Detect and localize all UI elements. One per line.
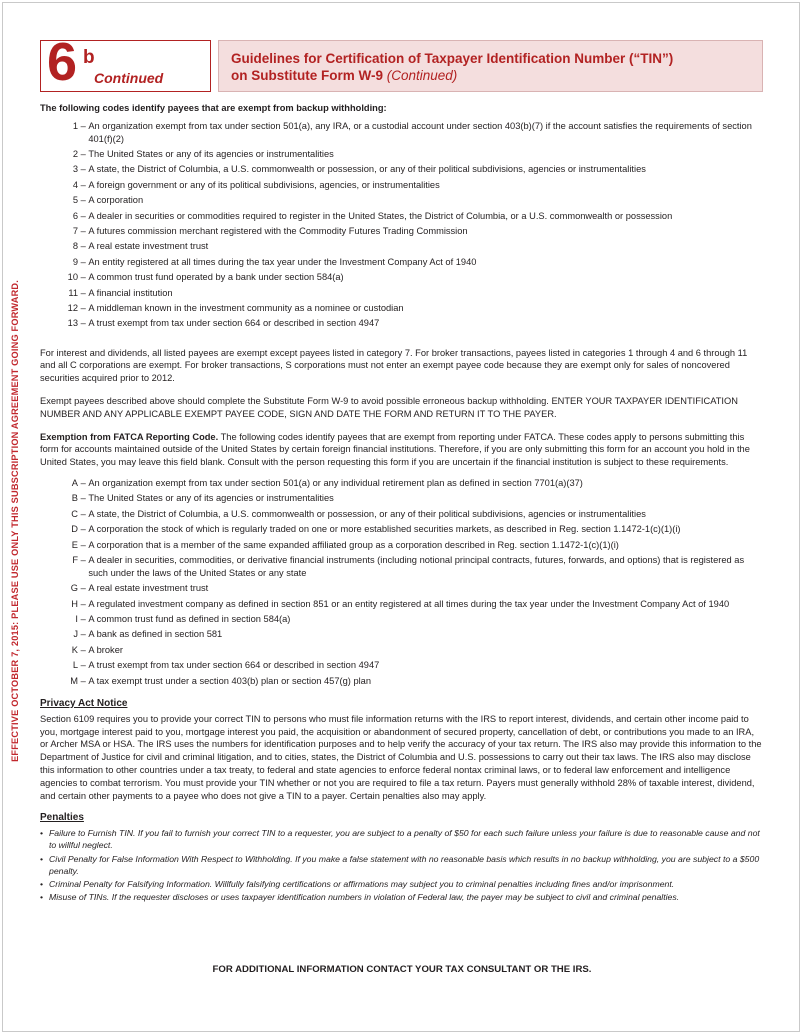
item-text: The United States or any of its agencies or instrumentalities: [88, 493, 334, 504]
item-text: An organization exempt from tax under section 501(a) or any individual retirement plan as defined in section 7701(a)(37): [88, 478, 583, 489]
item-code: 5: [72, 195, 78, 206]
item-text: A common trust fund operated by a bank under section 584(a): [88, 272, 344, 283]
item-text: A corporation that is a member of the same expanded affiliated group as a corporation described in Reg. section 1.1472-1(c)(1)(i): [88, 539, 619, 550]
item-code: E: [71, 539, 78, 550]
list-item: 1 – An organization exempt from tax under section 501(a), any IRA, or a custodial account under section 403(b)(7) if the account satisfies the requirements of section 401(f)(2): [43, 120, 764, 146]
item-text: A middleman known in the investment community as a nominee or custodian: [88, 302, 404, 313]
privacy-heading: Privacy Act Notice: [40, 697, 128, 709]
item-text: Criminal Penalty for Falsifying Information. Willfully falsifying certifications or affirmations may subject you to criminal penalties including fines and/or imprisonment.: [49, 878, 675, 889]
item-code: H: [71, 598, 78, 609]
fatca-text: The following codes identify payees that are exempt from reporting under FATCA. These codes apply to persons submitting this form for accounts maintained outside of the United States by certain foreign financial institutions. Therefore, if you are only submitting this form for an account you hold in the United States, you may leave this field blank. Consult with the person requesting this form if you are uncertain if the financial institution is subject to these requirements.: [40, 431, 750, 468]
item-text: A real estate investment trust: [88, 241, 209, 252]
item-code: K: [71, 644, 78, 655]
item-text: A financial institution: [88, 287, 173, 298]
sidebar-notice-text: EFFECTIVE OCTOBER 7, 2015: PLEASE USE ONLY THIS SUBSCRIPTION AGREEMENT GOING FORWARD.: [10, 280, 20, 762]
item-code: 7: [72, 225, 78, 236]
item-text: A dealer in securities, commodities, or derivative financial instruments (including notional principal contracts, futures, forwards, and options) that is registered as such under the laws of the United States or any state: [88, 555, 745, 578]
item-code: D: [71, 524, 78, 535]
list-item: H – A regulated investment company as defined in section 851 or an entity registered at all times during the tax year under the Investment Company Act of 1940: [40, 598, 764, 611]
page-title: [218, 40, 763, 92]
bullet-icon: •: [40, 892, 44, 903]
item-text: A state, the District of Columbia, a U.S. commonwealth or possession, or any of their political subdivisions, agencies or instrumentalities: [88, 508, 646, 519]
privacy-text: Section 6109 requires you to provide your correct TIN to persons who must file information returns with the IRS to report interest, dividends, and certain other income paid to you, mortgage interest paid to you, mortgage interest you paid, the acquisition or abandonment of secured property, cancellation of debt, or contributions you made to an IRA, or Archer MSA or HSA. The IRS uses the numbers for identification purposes and to help verify the accuracy of your tax return. The IRS also may provide this information to the Department of Justice for civil and criminal litigation, and to cities, states, the District of Columbia and U.S. possessions to carry out their tax laws. The IRS also may disclose this information to other countries under a tax treaty, to federal and state agencies to enforce federal nontax criminal laws, or to federal law enforcement and intelligence agencies to combat terrorism. You must provide your TIN whether or not you are required to file a tax return. Payers must generally withhold 28% of taxable interest, dividend, and certain other payments to a payee who does not give a TIN to a payer. Certain penalties also may apply.: [40, 713, 762, 801]
item-code: 2: [72, 148, 78, 159]
list-item: 10 – A common trust fund operated by a bank under section 584(a): [43, 271, 764, 284]
item-text: A futures commission merchant registered with the Commodity Futures Trading Commission: [88, 225, 468, 236]
list-item: E – A corporation that is a member of the same expanded affiliated group as a corporation described in Reg. section 1.1472-1(c)(1)(i): [40, 539, 764, 552]
item-text: Civil Penalty for False Information With Respect to Withholding. If you make a false statement with no reasonable basis which results in no backup withholding, you are subject to a $500 penalty.: [49, 853, 760, 876]
list-item: F – A dealer in securities, commodities, or derivative financial instruments (including notional principal contracts, futures, forwards, and options) that is registered as such under the laws of the United States or any state: [40, 554, 764, 580]
exempt-payees-paragraph: Exempt payees described above should complete the Substitute Form W-9 to avoid possible erroneous backup withholding. ENTER YOUR TAXPAYER IDENTIFICATION NUMBER AND ANY APPLICABLE EXEMPT PAYEE CODE, SIGN AND DATE THE FORM AND RETURN IT TO THE PAYER.: [40, 396, 738, 419]
list-item: C – A state, the District of Columbia, a U.S. commonwealth or possession, or any of their political subdivisions, agencies or instrumentalities: [40, 508, 764, 521]
section-number: 6: [47, 32, 78, 92]
list-item: I – A common trust fund as defined in section 584(a): [40, 613, 764, 626]
item-code: 10: [67, 272, 78, 283]
list-item: A – An organization exempt from tax under section 501(a) or any individual retirement plan as defined in section 7701(a)(37): [40, 477, 764, 490]
fatca-paragraph: [40, 431, 764, 469]
list-item: G – A real estate investment trust: [40, 582, 764, 595]
list-item: 11 – A financial institution: [43, 287, 764, 300]
bullet-icon: •: [40, 828, 44, 839]
item-code: C: [71, 508, 78, 519]
item-text: A state, the District of Columbia, a U.S. commonwealth or possession, or any of their political subdivisions, agencies or instrumentalities: [88, 164, 646, 175]
item-text: A tax exempt trust under a section 403(b) plan or section 457(g) plan: [88, 675, 372, 686]
list-item: [40, 891, 764, 903]
section-badge: [40, 32, 211, 92]
item-text: A trust exempt from tax under section 664 or described in section 4947: [88, 660, 380, 671]
title-line-2-text: on Substitute Form W-9: [231, 68, 383, 83]
fatca-code-list: [40, 477, 764, 687]
list-item: L – A trust exempt from tax under section 664 or described in section 4947: [40, 659, 764, 672]
item-text: A foreign government or any of its political subdivisions, agencies, or instrumentalities: [88, 179, 440, 190]
title-line-2: [231, 67, 750, 84]
item-code: B: [71, 493, 78, 504]
item-code: 13: [67, 318, 78, 329]
item-text: An entity registered at all times during the tax year under the Investment Company Act of 1940: [88, 256, 477, 267]
item-code: M: [70, 675, 78, 686]
fatca-heading: Exemption from FATCA Reporting Code.: [40, 431, 219, 442]
item-text: A corporation the stock of which is regularly traded on one or more established securities markets, as described in Reg. section 1.1472-1(c)(1)(i): [88, 524, 681, 535]
item-text: The United States or any of its agencies or instrumentalities: [88, 148, 334, 159]
section-subtitle: Continued: [94, 70, 164, 86]
penalties-heading: Penalties: [40, 812, 84, 824]
item-text: Failure to Furnish TIN. If you fail to furnish your correct TIN to a requester, you are subject to a penalty of $50 for each such failure unless your failure is due to reasonable cause and not to willful neglect.: [49, 828, 760, 851]
item-code: A: [71, 478, 78, 489]
bullet-icon: •: [40, 853, 44, 864]
item-code: 1: [72, 120, 78, 131]
item-text: Misuse of TINs. If the requester discloses or uses taxpayer identification numbers in violation of Federal law, the payer may be subject to civil and criminal penalties.: [49, 892, 680, 903]
item-text: A regulated investment company as defined in section 851 or an entity registered at all times during the tax year under the Investment Company Act of 1940: [88, 598, 730, 609]
item-code: 4: [72, 179, 78, 190]
list-item: 6 – A dealer in securities or commodities required to register in the United States, the District of Columbia, or a U.S. commonwealth or possession: [43, 210, 764, 223]
list-item: [40, 878, 764, 890]
list-item: 3 – A state, the District of Columbia, a U.S. commonwealth or possession, or any of their political subdivisions, agencies or instrumentalities: [43, 163, 764, 176]
list-item: 12 – A middleman known in the investment community as a nominee or custodian: [43, 302, 764, 315]
item-code: J: [73, 629, 78, 640]
item-text: An organization exempt from tax under section 501(a), any IRA, or a custodial account under section 403(b)(7) if the account satisfies the requirements of section 401(f)(2): [88, 120, 752, 144]
list-item: 2 – The United States or any of its agencies or instrumentalities: [43, 148, 764, 161]
item-text: A trust exempt from tax under section 664 or described in section 4947: [88, 318, 380, 329]
exempt-intro: The following codes identify payees that are exempt from backup withholding:: [40, 103, 387, 113]
item-text: A dealer in securities or commodities required to register in the United States, the District of Columbia, or a U.S. commonwealth or possession: [88, 210, 673, 221]
item-text: A real estate investment trust: [88, 583, 209, 594]
list-item: 7 – A futures commission merchant registered with the Commodity Futures Trading Commission: [43, 225, 764, 238]
item-code: F: [72, 555, 78, 565]
exempt-payee-code-list: [43, 120, 764, 330]
main-content: [40, 102, 764, 904]
section-letter: b: [83, 47, 95, 68]
item-code: 3: [72, 164, 78, 175]
list-item: [40, 827, 764, 851]
footer-note: FOR ADDITIONAL INFORMATION CONTACT YOUR TAX CONSULTANT OR THE IRS.: [212, 964, 592, 975]
item-text: A bank as defined in section 581: [88, 629, 223, 640]
title-line-1: Guidelines for Certification of Taxpayer Identification Number (“TIN”): [231, 51, 674, 66]
item-code: 11: [68, 287, 78, 298]
item-code: I: [75, 613, 78, 624]
penalties-list: [40, 827, 764, 903]
list-item: 13 – A trust exempt from tax under section 664 or described in section 4947: [43, 317, 764, 330]
item-code: L: [72, 660, 78, 671]
list-item: J – A bank as defined in section 581: [40, 628, 764, 641]
item-code: G: [70, 583, 78, 594]
list-item: 8 – A real estate investment trust: [43, 240, 764, 253]
item-code: 9: [72, 256, 78, 267]
bullet-icon: •: [40, 878, 44, 889]
list-item: [40, 853, 764, 877]
list-item: 4 – A foreign government or any of its political subdivisions, agencies, or instrumentalities: [43, 179, 764, 192]
item-code: 12: [67, 302, 78, 313]
list-item: 5 – A corporation: [43, 194, 764, 207]
item-code: 8: [72, 241, 78, 252]
title-line-2-suffix: (Continued): [386, 68, 458, 83]
list-item: M – A tax exempt trust under a section 403(b) plan or section 457(g) plan: [40, 675, 764, 688]
item-text: A corporation: [88, 195, 144, 206]
interest-dividends-paragraph: For interest and dividends, all listed payees are exempt except payees listed in category 7. For broker transactions, payees listed in categories 1 through 4 and 6 through 11 and all C corporations are exempt. For broker transactions, S corporations must not enter an exempt payee code because they are exempt only for sales of noncovered securities acquired prior to 2012.: [40, 347, 748, 384]
list-item: B – The United States or any of its agencies or instrumentalities: [40, 492, 764, 505]
item-text: A broker: [88, 644, 123, 655]
list-item: 9 – An entity registered at all times during the tax year under the Investment Company Act of 1940: [43, 256, 764, 269]
item-code: 6: [72, 210, 78, 221]
list-item: D – A corporation the stock of which is regularly traded on one or more established securities markets, as described in Reg. section 1.1472-1(c)(1)(i): [40, 523, 764, 536]
item-text: A common trust fund as defined in section 584(a): [88, 613, 291, 624]
list-item: K – A broker: [40, 644, 764, 657]
